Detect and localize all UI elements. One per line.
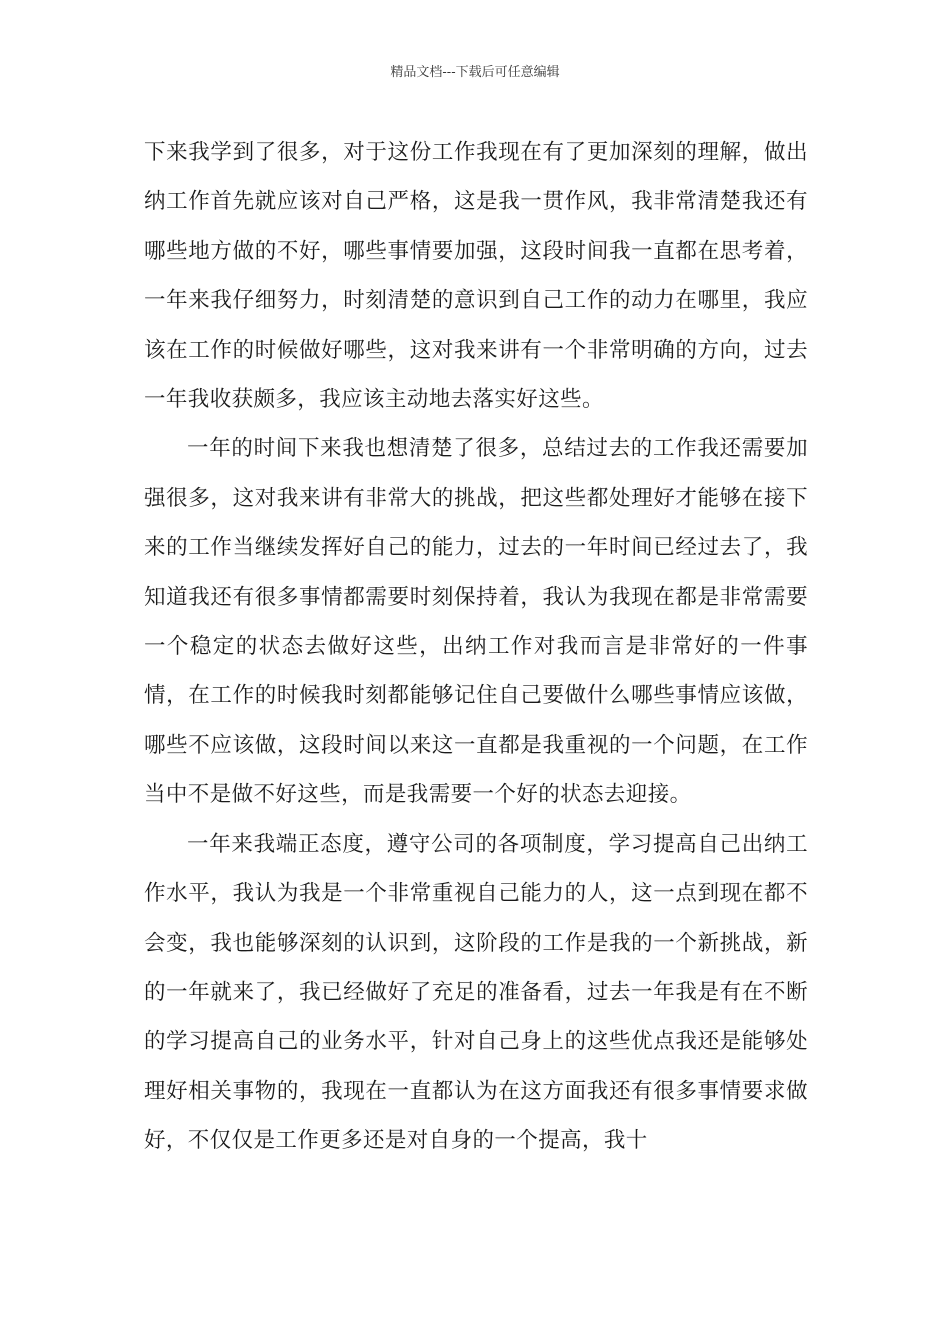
body-paragraph-3: 一年来我端正态度，遵守公司的各项制度，学习提高自己出纳工作水平，我认为我是一个非常重视自己能力的人，这一点到现在都不会变，我也能够深刻的认识到，这阶段的工作是我的一个新挑战，新的一年就来了，我已经做好了充足的准备看，过去一年我是有在不断的学习提高自己的业务水平，针对自己身上的这些优点我还是能够处理好相关事物的，我现在一直都认为在这方面我还有很多事情要求做好，不仅仅是工作更多还是对自身的一个提高，我十 — [144, 831, 808, 1154]
body-paragraph-1: 下来我学到了很多，对于这份工作我现在有了更加深刻的理解，做出纳工作首先就应该对自己严格，这是我一贯作风，我非常清楚我还有哪些地方做的不好，哪些事情要加强，这段时间我一直都在思考着，一年来我仔细努力，时刻清楚的意识到自己工作的动力在哪里，我应该在工作的时候做好哪些，这对我来讲有一个非常明确的方向，过去一年我收获颇多，我应该主动地去落实好这些。 — [144, 140, 808, 413]
body-paragraph-2: 一年的时间下来我也想清楚了很多，总结过去的工作我还需要加强很多，这对我来讲有非常大的挑战，把这些都处理好才能够在接下来的工作当继续发挥好自己的能力，过去的一年时间已经过去了，我知道我还有很多事情都需要时刻保持着，我认为我现在都是非常需要一个稳定的状态去做好这些，出纳工作对我而言是非常好的一件事情，在工作的时候我时刻都能够记住自己要做什么哪些事情应该做，哪些不应该做，这段时间以来这一直都是我重视的一个问题，在工作当中不是做不好这些，而是我需要一个好的状态去迎接。 — [144, 436, 808, 808]
document-body — [144, 128, 808, 1166]
page-header: 精品文档---下载后可任意编辑 — [390, 65, 560, 80]
